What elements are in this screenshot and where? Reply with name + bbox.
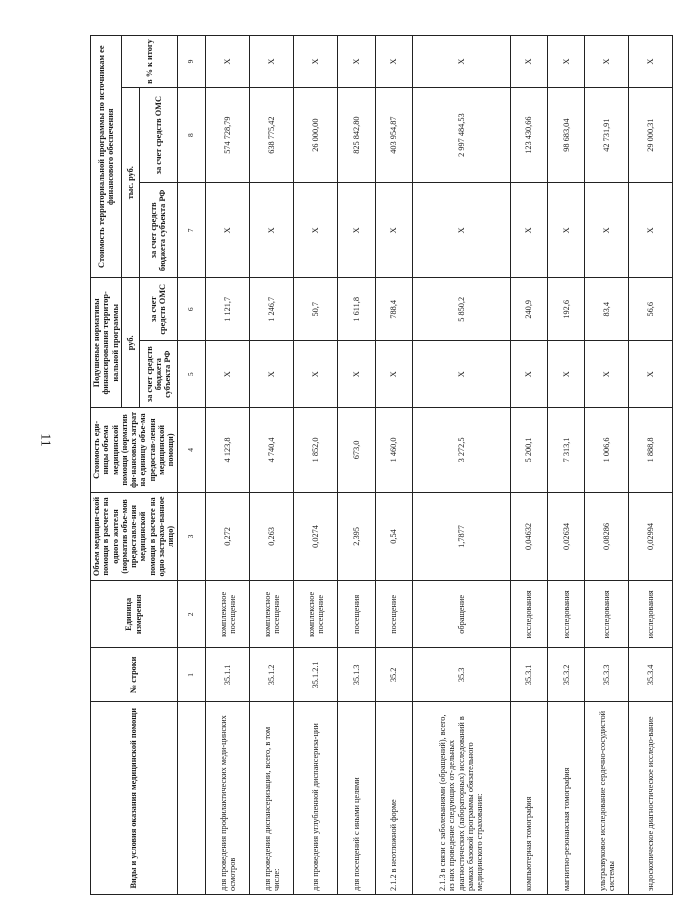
row-volume: 0,0274: [294, 492, 338, 581]
row-cost: 3 272,5: [412, 408, 510, 492]
row-number: 35.2: [375, 648, 412, 702]
table-row: [250, 36, 294, 895]
row-cost: 1 888,8: [629, 408, 673, 492]
header-types: Виды и условия оказания медицинской помощи: [91, 702, 178, 895]
row-percent: X: [206, 36, 250, 88]
row-percent: X: [294, 36, 338, 88]
header-costs-thous: тыс. руб.: [121, 88, 140, 278]
row-percent: X: [412, 36, 510, 88]
row-cost: 673,0: [338, 408, 375, 492]
row-name: для посещений с иными целями: [338, 702, 375, 895]
row-number: 35.3.2: [548, 648, 585, 702]
row-cost-budget: X: [510, 183, 547, 278]
row-norm-oms: 240,9: [510, 278, 547, 341]
row-cost-budget: X: [412, 183, 510, 278]
row-norm-oms: 83,4: [585, 278, 629, 341]
row-number: 35.3.1: [510, 648, 547, 702]
row-unit: посещение: [375, 581, 412, 648]
row-name: компьютерная томография: [510, 702, 547, 895]
row-unit: комплексное посещение: [250, 581, 294, 648]
row-cost-budget: X: [548, 183, 585, 278]
col-num: 4: [177, 408, 206, 492]
row-cost-oms: 2 997 484,53: [412, 88, 510, 183]
row-norm-oms: 1 611,8: [338, 278, 375, 341]
header-cost: Стоимость еди-ницы объема медицинской помощи (норматив фи-нансовых затрат на единицу объе-ма предостав-ления медицинской помощи): [91, 408, 178, 492]
row-name: ультразвуковое исследование сердечно-сосудистой системы: [585, 702, 629, 895]
row-cost: 4 740,4: [250, 408, 294, 492]
row-cost: 5 200,1: [510, 408, 547, 492]
table-row: [294, 36, 338, 895]
medical-care-table: [90, 35, 673, 895]
row-norm-budget: X: [629, 341, 673, 408]
row-volume: 0,263: [250, 492, 294, 581]
table-row: [548, 36, 585, 895]
row-norm-budget: X: [375, 341, 412, 408]
row-percent: X: [629, 36, 673, 88]
table-row: [585, 36, 629, 895]
row-unit: исследования: [585, 581, 629, 648]
row-cost-oms: 29 000,31: [629, 88, 673, 183]
table-row: [412, 36, 510, 895]
table-row: [510, 36, 547, 895]
col-num: 7: [177, 183, 206, 278]
row-number: 35.1.3: [338, 648, 375, 702]
row-cost-budget: X: [206, 183, 250, 278]
row-cost: 7 313,1: [548, 408, 585, 492]
row-cost-oms: 574 728,79: [206, 88, 250, 183]
header-costs-group: Стоимость территориальной программы по источникам ее финансового обеспечения: [91, 36, 122, 278]
table-body: [177, 36, 673, 895]
row-percent: X: [375, 36, 412, 88]
row-norm-budget: X: [338, 341, 375, 408]
row-number: 35.1.2: [250, 648, 294, 702]
header-row-no: № строки: [91, 648, 178, 702]
row-norm-oms: 192,6: [548, 278, 585, 341]
row-unit: посещения: [338, 581, 375, 648]
row-volume: 1,7877: [412, 492, 510, 581]
row-norm-oms: 788,4: [375, 278, 412, 341]
row-percent: X: [510, 36, 547, 88]
row-cost-budget: X: [629, 183, 673, 278]
row-unit: комплексное посещение: [206, 581, 250, 648]
row-number: 35.1.1: [206, 648, 250, 702]
col-num: 2: [177, 581, 206, 648]
row-percent: X: [548, 36, 585, 88]
row-norm-oms: 1 121,7: [206, 278, 250, 341]
row-cost: 4 123,8: [206, 408, 250, 492]
row-unit: исследования: [629, 581, 673, 648]
row-cost: 1 460,0: [375, 408, 412, 492]
header-norms-rub: руб.: [121, 278, 140, 408]
row-cost-oms: 638 775,42: [250, 88, 294, 183]
row-volume: 0,54: [375, 492, 412, 581]
row-unit: исследования: [548, 581, 585, 648]
row-volume: 0,08286: [585, 492, 629, 581]
row-norm-oms: 50,7: [294, 278, 338, 341]
row-norm-budget: X: [510, 341, 547, 408]
row-name: для проведения диспансеризации, всего, в том числе:: [250, 702, 294, 895]
row-norm-oms: 56,6: [629, 278, 673, 341]
row-cost: 1 852,0: [294, 408, 338, 492]
row-number: 35.1.2.1: [294, 648, 338, 702]
row-norm-budget: X: [294, 341, 338, 408]
row-norm-oms: 5 850,2: [412, 278, 510, 341]
row-norm-budget: X: [206, 341, 250, 408]
row-cost-oms: 123 430,66: [510, 88, 547, 183]
row-cost-budget: X: [250, 183, 294, 278]
table-row: [629, 36, 673, 895]
row-name: 2.1.3 в связи с заболеваниями (обращений), всего, из них проведение следующих от-дельных диагностических (лабораторных) исследований в рамках базовой программы обязательного медицинского страхования:: [412, 702, 510, 895]
row-number: 35.3: [412, 648, 510, 702]
row-name: магнитно-резонансная томография: [548, 702, 585, 895]
row-cost: 1 006,6: [585, 408, 629, 492]
column-number-row: [177, 36, 206, 895]
row-cost-budget: X: [585, 183, 629, 278]
header-cost-oms: за счет средств ОМС: [140, 88, 177, 183]
row-volume: 0,02634: [548, 492, 585, 581]
header-cost-budget: за счет средств бюджета субъекта РФ: [140, 183, 177, 278]
col-num: 5: [177, 341, 206, 408]
row-volume: 0,02994: [629, 492, 673, 581]
row-cost-budget: X: [294, 183, 338, 278]
header-percent: в % к итогу: [121, 36, 177, 88]
header-row-1: [91, 36, 122, 895]
row-cost-oms: 26 000,00: [294, 88, 338, 183]
row-norm-budget: X: [585, 341, 629, 408]
table-row: [206, 36, 250, 895]
row-unit: обращение: [412, 581, 510, 648]
row-percent: X: [338, 36, 375, 88]
col-num: 6: [177, 278, 206, 341]
rotated-table-wrapper: [90, 35, 656, 895]
row-cost-oms: 98 683,04: [548, 88, 585, 183]
row-norm-budget: X: [412, 341, 510, 408]
col-num: 9: [177, 36, 206, 88]
header-norms-group: Подушевые нормативы финансирования территор-иальной программы: [91, 278, 122, 408]
header-norm-oms: за счет средств ОМС: [140, 278, 177, 341]
col-num: 8: [177, 88, 206, 183]
row-percent: X: [250, 36, 294, 88]
header-unit: Единица измерения: [91, 581, 178, 648]
row-norm-budget: X: [250, 341, 294, 408]
row-number: 35.3.4: [629, 648, 673, 702]
page-number: 11: [37, 433, 53, 447]
header-volume: Объем медицин-ской помощи в расчете на одного жителя (норматив объе-мов предоставле-ния медицинской помощи в расчете на одно застрахо-ванное лицо): [91, 492, 178, 581]
table-row: [375, 36, 412, 895]
row-name: 2.1.2 в неотложной форме: [375, 702, 412, 895]
row-unit: комплексное посещение: [294, 581, 338, 648]
col-num: 3: [177, 492, 206, 581]
row-percent: X: [585, 36, 629, 88]
header-norm-budget: за счет средств бюджета субъекта РФ: [140, 341, 177, 408]
row-cost-oms: 403 954,87: [375, 88, 412, 183]
row-volume: 0,04632: [510, 492, 547, 581]
row-volume: 0,272: [206, 492, 250, 581]
row-unit: исследования: [510, 581, 547, 648]
row-name: для проведения углубленной диспансериза-ции: [294, 702, 338, 895]
row-norm-oms: 1 246,7: [250, 278, 294, 341]
row-cost-oms: 825 842,80: [338, 88, 375, 183]
row-cost-budget: X: [338, 183, 375, 278]
row-cost-oms: 42 731,91: [585, 88, 629, 183]
table-row: [338, 36, 375, 895]
row-cost-budget: X: [375, 183, 412, 278]
row-norm-budget: X: [548, 341, 585, 408]
row-name: эндоскопическое диагностическое исследо-вание: [629, 702, 673, 895]
col-num: 1: [177, 648, 206, 702]
row-number: 35.3.3: [585, 648, 629, 702]
row-volume: 2,395: [338, 492, 375, 581]
row-name: для проведения профилактических меди-цинских осмотров: [206, 702, 250, 895]
